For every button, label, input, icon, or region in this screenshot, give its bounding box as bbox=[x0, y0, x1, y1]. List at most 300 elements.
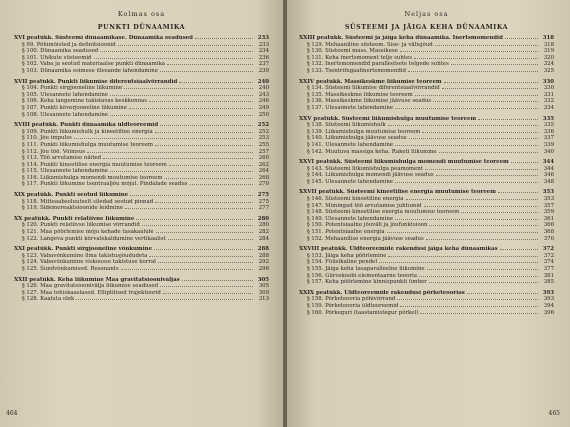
toc-leader-dots bbox=[163, 293, 253, 294]
left-part-title: Kolmas osa bbox=[117, 10, 166, 18]
toc-leader-dots bbox=[129, 108, 253, 109]
toc-entry-page: 344 bbox=[543, 165, 554, 172]
toc-entry-title: § 134. Süsteemi liikumise diferentsiaalvõrrandid bbox=[307, 85, 440, 92]
toc-leader-dots bbox=[379, 262, 538, 263]
toc-entry bbox=[14, 181, 269, 188]
toc-entry-title: § 115. Ülesannete lahendamine bbox=[22, 168, 109, 175]
toc-entry-page: 305 bbox=[257, 276, 269, 283]
toc-entry-title: § 148. Süsteemi kineetilise energia muutumise teoreem bbox=[307, 209, 460, 216]
toc-entry-title: § 142. Muutuva massiga keha. Raketi liikumine bbox=[307, 148, 437, 155]
toc-leader-dots bbox=[154, 249, 253, 250]
toc-entry bbox=[299, 196, 554, 203]
toc-entry-page: 353 bbox=[542, 189, 554, 196]
toc-entry-title: XXIV peatükk. Massikeskme liikumise teoreem bbox=[299, 78, 442, 85]
toc-leader-dots bbox=[436, 175, 538, 176]
toc-entry-page: 233 bbox=[257, 35, 269, 41]
toc-entry bbox=[14, 48, 269, 55]
toc-entry-page: 268 bbox=[258, 174, 269, 181]
toc-entry-title: § 146. Süsteemi kineetiline energia bbox=[307, 196, 404, 203]
toc-entry-title: XXVII peatükk. Süsteemi kineetilise energia muutumise teoreem bbox=[299, 189, 496, 196]
toc-chapter bbox=[299, 189, 554, 196]
toc-entry bbox=[14, 205, 269, 212]
toc-entry-page: 393 bbox=[542, 289, 554, 296]
toc-entry bbox=[299, 253, 554, 260]
toc-entry-page: 339 bbox=[543, 141, 554, 148]
toc-leader-dots bbox=[419, 276, 538, 277]
toc-entry bbox=[14, 175, 269, 182]
toc-entry-title: § 118. Mitteaabsoluutselt siledad seotud pinnad bbox=[22, 198, 154, 205]
toc-leader-dots bbox=[87, 152, 253, 153]
toc-leader-dots bbox=[155, 145, 253, 146]
left-page-number: 464 bbox=[6, 410, 18, 417]
toc-entry bbox=[14, 229, 269, 236]
toc-leader-dots bbox=[395, 108, 538, 109]
toc-leader-dots bbox=[425, 169, 538, 170]
toc-entry-title: XVII peatükk. Punkti liikumise diferentsiaalvõrrandid bbox=[14, 78, 178, 85]
toc-entry bbox=[299, 279, 554, 286]
toc-entry-page: 243 bbox=[258, 91, 269, 98]
toc-entry-page: 331 bbox=[543, 91, 554, 98]
toc-entry-page: 381 bbox=[543, 272, 554, 279]
toc-entry bbox=[299, 92, 554, 99]
toc-entry bbox=[299, 42, 554, 49]
toc-entry-page: 288 bbox=[258, 252, 269, 259]
toc-leader-dots bbox=[422, 132, 538, 133]
toc-entry bbox=[14, 168, 269, 175]
toc-chapter bbox=[299, 79, 554, 86]
toc-entry-title: § 127. Maa tehiskaaslased. Elliptilised trajektoorid bbox=[22, 289, 161, 296]
right-page-number: 465 bbox=[548, 410, 560, 417]
toc-leader-dots bbox=[168, 239, 253, 240]
toc-chapter bbox=[14, 216, 269, 223]
toc-entry-page: 275 bbox=[257, 192, 269, 199]
toc-entry-page: 239 bbox=[258, 67, 269, 74]
toc-entry bbox=[14, 142, 269, 149]
toc-entry bbox=[14, 68, 269, 75]
toc-leader-dots bbox=[169, 165, 253, 166]
toc-leader-dots bbox=[427, 269, 538, 270]
toc-entry bbox=[14, 155, 269, 162]
toc-entry-title: § 129. Mehaaniline süsteem. Sise- ja välisjõud bbox=[307, 41, 433, 48]
toc-entry-page: 257 bbox=[258, 148, 269, 155]
toc-entry-title: § 137. Ülesannete lahendamine bbox=[307, 104, 394, 111]
toc-leader-dots bbox=[110, 115, 253, 116]
toc-entry bbox=[14, 55, 269, 62]
toc-entry bbox=[299, 229, 554, 236]
toc-entry bbox=[14, 259, 269, 266]
toc-entry bbox=[14, 85, 269, 92]
toc-entry bbox=[14, 296, 269, 303]
toc-entry-title: § 139. Liikumishulga muutumise teoreem bbox=[307, 128, 421, 135]
toc-entry bbox=[299, 55, 554, 62]
toc-entry-page: 262 bbox=[258, 161, 269, 168]
toc-entry-title: § 104. Punkti sirgjooneline liikumine bbox=[22, 85, 123, 92]
toc-chapter bbox=[14, 35, 269, 42]
toc-leader-dots bbox=[429, 225, 538, 226]
toc-entry bbox=[299, 149, 554, 156]
toc-leader-dots bbox=[414, 58, 538, 59]
toc-entry-title: § 113. Töö arvutamise näited bbox=[22, 155, 102, 162]
toc-entry bbox=[14, 61, 269, 68]
toc-entry-page: 320 bbox=[543, 54, 554, 61]
toc-entry bbox=[14, 283, 269, 290]
toc-chapter bbox=[299, 35, 554, 42]
toc-chapter bbox=[14, 79, 269, 86]
toc-entry-title: XIX peatükk. Punkti seotud liikumine bbox=[14, 192, 129, 199]
toc-leader-dots bbox=[409, 138, 538, 139]
toc-entry-title: § 145. Ülesannete lahendamine bbox=[307, 178, 394, 185]
toc-leader-dots bbox=[461, 212, 538, 213]
toc-leader-dots bbox=[498, 192, 538, 193]
toc-entry bbox=[299, 203, 554, 210]
toc-entry-title: § 99. Põhimõisted ja definitsioonid bbox=[22, 41, 116, 48]
toc-entry-title: § 126. Maa gravitatsioonivälja liikumise seadused bbox=[22, 283, 159, 290]
toc-entry-title: § 109. Punkti liikumishulk ja kineetiline energia bbox=[22, 128, 153, 135]
toc-entry-page: 288 bbox=[257, 246, 269, 253]
toc-entry-page: 237 bbox=[258, 61, 269, 68]
toc-entry-page: 330 bbox=[542, 78, 554, 85]
toc-entry-title: § 147. Mõningad töö arvutamise juhtumid bbox=[307, 202, 422, 209]
toc-leader-dots bbox=[110, 171, 253, 172]
toc-leader-dots bbox=[136, 219, 253, 220]
toc-entry bbox=[14, 135, 269, 142]
toc-entry-page: 337 bbox=[543, 135, 554, 142]
toc-entry-title: § 135. Massikeskme liikumise teoreem bbox=[307, 91, 413, 98]
toc-entry-title: § 100. Dünaamika seadused bbox=[22, 48, 99, 55]
toc-entry-page: 255 bbox=[258, 141, 269, 148]
toc-leader-dots bbox=[435, 45, 538, 46]
toc-entry bbox=[14, 162, 269, 169]
toc-entry-page: 344 bbox=[542, 159, 554, 166]
toc-entry-page: 336 bbox=[543, 128, 554, 135]
toc-leader-dots bbox=[76, 299, 253, 300]
toc-leader-dots bbox=[100, 51, 253, 52]
toc-entry bbox=[299, 310, 554, 317]
toc-entry-page: 340 bbox=[543, 148, 554, 155]
toc-entry-page: 234 bbox=[258, 48, 269, 55]
toc-entry-page: 313 bbox=[258, 296, 269, 303]
toc-entry bbox=[14, 105, 269, 112]
toc-chapter bbox=[299, 159, 554, 166]
toc-entry-title: § 107. Punkti kõverjooneline liikumine bbox=[22, 104, 127, 111]
toc-entry bbox=[14, 253, 269, 260]
toc-chapter bbox=[14, 277, 269, 284]
toc-entry-page: 280 bbox=[258, 222, 269, 229]
toc-entry-title: § 136. Massikeskme liikumise jäävuse seadus bbox=[307, 98, 432, 105]
toc-leader-dots bbox=[505, 38, 538, 39]
right-section-title: SÜSTEEMI JA JÄIGA KEHA DÜNAAMIKA bbox=[344, 24, 509, 31]
toc-chapter bbox=[299, 290, 554, 297]
toc-entry-page: 282 bbox=[258, 229, 269, 236]
toc-leader-dots bbox=[94, 58, 253, 59]
toc-leader-dots bbox=[395, 145, 538, 146]
toc-leader-dots bbox=[74, 138, 253, 139]
toc-leader-dots bbox=[149, 256, 253, 257]
toc-leader-dots bbox=[179, 82, 253, 83]
toc-entry-title: XXIII peatükk. Süsteemi ja jäiga keha dünaamika. Inertsmomendid bbox=[299, 35, 503, 41]
toc-entry-page: 353 bbox=[543, 196, 554, 203]
right-toc bbox=[299, 35, 554, 316]
toc-leader-dots bbox=[500, 249, 538, 250]
toc-entry-title: § 124. Vabavõnkumine viskoosse takistuse korral bbox=[22, 259, 156, 266]
toc-entry-page: 284 bbox=[258, 235, 269, 242]
toc-entry-title: § 123. Vabavõnkumine ilma takistusjõududeta bbox=[22, 252, 148, 259]
toc-entry-title: § 155. Jäiga keha tasaparalleelne liikumine bbox=[307, 266, 425, 272]
toc-entry bbox=[299, 172, 554, 179]
left-page bbox=[0, 0, 283, 427]
toc-entry bbox=[299, 296, 554, 303]
toc-entry bbox=[299, 135, 554, 142]
toc-entry-page: 240 bbox=[257, 78, 269, 85]
toc-entry bbox=[14, 92, 269, 99]
toc-entry-page: 324 bbox=[543, 61, 554, 68]
toc-leader-dots bbox=[433, 101, 538, 102]
toc-leader-dots bbox=[467, 293, 538, 294]
toc-entry bbox=[299, 303, 554, 310]
toc-entry-page: 250 bbox=[258, 111, 269, 118]
toc-entry-page: 335 bbox=[542, 115, 554, 122]
toc-entry-title: XXVI peatükk. Süsteemi liikumishulga momendi muutumise teoreem bbox=[299, 159, 509, 166]
toc-entry-page: 277 bbox=[258, 205, 269, 212]
toc-entry bbox=[299, 236, 554, 243]
toc-leader-dots bbox=[103, 158, 253, 159]
toc-entry-title: § 133. Tsentrifugaalinertsmomendid bbox=[307, 67, 406, 74]
toc-leader-dots bbox=[142, 225, 253, 226]
toc-entry-title: XX peatükk. Punkti relatiivne liikumine bbox=[14, 215, 135, 222]
toc-entry-page: 240 bbox=[258, 85, 269, 92]
toc-entry-title: § 112. Jõu töö. Võimsus bbox=[22, 148, 86, 155]
left-section-title: PUNKTI DÜNAAMIKA bbox=[97, 24, 186, 31]
toc-leader-dots bbox=[388, 125, 538, 126]
toc-leader-dots bbox=[190, 184, 253, 185]
toc-entry-page: 296 bbox=[258, 266, 269, 272]
toc-entry-page: 233 bbox=[258, 41, 269, 48]
toc-chapter bbox=[14, 122, 269, 129]
toc-entry bbox=[299, 129, 554, 136]
toc-entry-page: 264 bbox=[258, 168, 269, 175]
toc-leader-dots bbox=[160, 71, 253, 72]
toc-leader-dots bbox=[160, 286, 253, 287]
toc-entry-title: § 119. Sidemereaktsioonide leidmine bbox=[22, 205, 124, 212]
toc-entry-page: 280 bbox=[257, 215, 269, 222]
toc-leader-dots bbox=[400, 51, 538, 52]
toc-chapter bbox=[299, 116, 554, 123]
toc-entry bbox=[299, 68, 554, 75]
toc-entry-page: 246 bbox=[258, 98, 269, 105]
toc-leader-dots bbox=[408, 71, 538, 72]
toc-leader-dots bbox=[182, 280, 253, 281]
toc-entry-page: 260 bbox=[258, 155, 269, 162]
left-toc bbox=[14, 35, 269, 303]
toc-leader-dots bbox=[155, 202, 253, 203]
toc-entry bbox=[14, 266, 269, 273]
toc-entry-page: 370 bbox=[543, 235, 554, 242]
toc-entry-page: 372 bbox=[542, 246, 554, 253]
toc-entry-title: § 103. Dünaamika esimese ülesande lahendamine bbox=[22, 67, 158, 74]
toc-entry-title: XXVIII peatükk. Üldteoreemide rakendusi jäiga keha dünaamikas bbox=[299, 246, 498, 253]
toc-entry-page: 330 bbox=[543, 85, 554, 92]
toc-entry-page: 332 bbox=[543, 98, 554, 105]
toc-entry-title: § 140. Liikumishulga jäävuse seadus bbox=[307, 135, 407, 142]
toc-entry-title: § 157. Keha pöörlemine kinnispunkti ümber bbox=[307, 279, 427, 286]
toc-entry-title: § 130. Süsteemi mass. Massikese bbox=[307, 48, 398, 55]
toc-entry-title: § 159. Põrketeooria üldteoreemid bbox=[307, 302, 399, 309]
toc-entry-title: § 156. Güroskoobi elementaarne teooria bbox=[307, 272, 417, 279]
toc-entry-page: 270 bbox=[258, 181, 269, 188]
toc-entry bbox=[14, 42, 269, 49]
toc-leader-dots bbox=[149, 101, 253, 102]
toc-entry-page: 393 bbox=[543, 296, 554, 303]
toc-entry-title: § 114. Punkti kineetilise energia muutumise teoreem bbox=[22, 161, 167, 168]
toc-entry-title: § 144. Liikumishulga momendi jäävuse seadus bbox=[307, 172, 434, 179]
toc-entry-page: 335 bbox=[543, 122, 554, 129]
toc-entry-page: 374 bbox=[543, 259, 554, 266]
toc-entry bbox=[14, 236, 269, 243]
toc-entry-page: 366 bbox=[543, 222, 554, 229]
toc-leader-dots bbox=[415, 95, 538, 96]
toc-leader-dots bbox=[406, 199, 538, 200]
toc-entry bbox=[14, 112, 269, 119]
toc-entry-title: § 101. Ühikute süsteemid bbox=[22, 54, 92, 61]
toc-entry-title: § 149. Ülesannete lahendamine bbox=[307, 215, 394, 222]
toc-leader-dots bbox=[442, 88, 538, 89]
toc-entry-title: § 108. Ülesannete lahendamine bbox=[22, 111, 109, 118]
toc-entry bbox=[14, 129, 269, 136]
toc-entry-page: 334 bbox=[543, 104, 554, 111]
toc-entry-title: § 116. Liikumishulga momendi muutumise teoreem bbox=[22, 174, 163, 181]
toc-leader-dots bbox=[400, 306, 538, 307]
toc-entry-page: 359 bbox=[543, 209, 554, 216]
toc-leader-dots bbox=[387, 232, 538, 233]
toc-entry-title: § 131. Keha inertsmoment telje suhtes bbox=[307, 54, 412, 61]
toc-leader-dots bbox=[121, 269, 253, 270]
toc-entry-title: § 150. Potentsiaalne jõuväli ja jõufunktsioon bbox=[307, 222, 428, 229]
toc-entry-title: § 160. Põrkeguri (taastamistegur põrkel) bbox=[307, 309, 419, 316]
toc-entry-title: § 120. Punkti relatiivse liikumise võrrandid bbox=[22, 222, 140, 229]
toc-entry bbox=[299, 166, 554, 173]
toc-entry-title: § 121. Maa pöörlemise mõju kehade tasakaalule bbox=[22, 229, 154, 236]
toc-entry bbox=[299, 61, 554, 68]
toc-entry-title: § 125. Sundvõnkumised. Resonants bbox=[22, 266, 119, 272]
toc-entry-title: XXII peatükk. Keha liikumine Maa gravitatsiooniväljas bbox=[14, 276, 180, 283]
toc-entry-title: § 128. Kaaluta olek bbox=[22, 296, 75, 303]
toc-entry-page: 309 bbox=[258, 289, 269, 296]
toc-entry-page: 253 bbox=[258, 135, 269, 142]
toc-entry bbox=[14, 98, 269, 105]
toc-leader-dots bbox=[155, 132, 253, 133]
toc-entry-title: XXIX peatükk. Üldteoreemide rakendusi põrketeoorias bbox=[299, 289, 465, 296]
toc-entry bbox=[299, 179, 554, 186]
toc-entry bbox=[299, 122, 554, 129]
toc-leader-dots bbox=[511, 162, 538, 163]
toc-entry-page: 368 bbox=[543, 229, 554, 236]
toc-entry-title: § 153. Jäiga keha pöörlemine bbox=[307, 252, 387, 259]
toc-chapter bbox=[14, 192, 269, 199]
toc-leader-dots bbox=[451, 64, 538, 65]
toc-leader-dots bbox=[160, 125, 253, 126]
toc-chapter bbox=[299, 246, 554, 253]
toc-entry-title: § 143. Süsteemi liikumishulga peamoment bbox=[307, 165, 423, 172]
toc-entry bbox=[299, 266, 554, 273]
toc-entry-page: 252 bbox=[258, 128, 269, 135]
toc-leader-dots bbox=[420, 313, 538, 314]
toc-entry-title: XVIII peatükk. Punkti dünaamika üldteoreemid bbox=[14, 122, 159, 129]
toc-entry-page: 318 bbox=[543, 41, 554, 48]
toc-leader-dots bbox=[395, 182, 538, 183]
toc-entry bbox=[299, 273, 554, 280]
toc-entry-title: § 154. Füüsikaline pendel bbox=[307, 259, 378, 266]
toc-entry-title: § 105. Ülesannete lahendamine bbox=[22, 91, 109, 98]
toc-entry-title: § 158. Põrketeooria põhivõrrand bbox=[307, 296, 396, 303]
toc-entry-page: 385 bbox=[543, 279, 554, 286]
toc-leader-dots bbox=[158, 262, 253, 263]
toc-chapter bbox=[14, 246, 269, 253]
toc-entry-title: § 102. Vaba ja seotud materiaalse punkti dünaamika bbox=[22, 61, 165, 68]
right-part-title: Neljas osa bbox=[404, 10, 449, 18]
toc-leader-dots bbox=[156, 232, 253, 233]
toc-leader-dots bbox=[426, 239, 538, 240]
toc-entry-title: § 122. Langeva punkti kõrvalekaldumine vertikaalist bbox=[22, 235, 166, 242]
toc-entry-title: § 111. Punkti liikumishulga muutumise teoreem bbox=[22, 141, 153, 148]
toc-entry-page: 348 bbox=[543, 178, 554, 185]
toc-entry bbox=[14, 222, 269, 229]
toc-leader-dots bbox=[130, 195, 253, 196]
toc-leader-dots bbox=[124, 88, 253, 89]
toc-entry-title: § 151. Potentsiaalne energia bbox=[307, 229, 385, 236]
toc-leader-dots bbox=[167, 64, 253, 65]
toc-entry-page: 396 bbox=[543, 309, 554, 316]
toc-entry-title: XVI peatükk. Süsteemi dünaamikase. Dünaamika seadused bbox=[14, 35, 193, 41]
toc-entry-page: 377 bbox=[543, 266, 554, 272]
toc-leader-dots bbox=[388, 256, 538, 257]
toc-entry-title: § 152. Mehaanilise energia jäävuse seadus bbox=[307, 235, 424, 242]
toc-entry bbox=[299, 209, 554, 216]
toc-entry bbox=[299, 222, 554, 229]
toc-entry-title: § 117. Punkti liikumine tsentraaljõu mõjul. Pindalade seadus bbox=[22, 181, 188, 188]
toc-entry-page: 319 bbox=[543, 48, 554, 55]
toc-leader-dots bbox=[439, 152, 538, 153]
toc-leader-dots bbox=[444, 82, 538, 83]
toc-leader-dots bbox=[429, 282, 538, 283]
toc-leader-dots bbox=[118, 45, 253, 46]
toc-leader-dots bbox=[164, 178, 253, 179]
toc-leader-dots bbox=[478, 119, 538, 120]
toc-entry-title: § 141. Ülesannete lahendamine bbox=[307, 141, 394, 148]
toc-entry-page: 325 bbox=[543, 67, 554, 74]
toc-entry-page: 275 bbox=[258, 198, 269, 205]
toc-entry-page: 305 bbox=[258, 283, 269, 290]
toc-leader-dots bbox=[110, 95, 253, 96]
toc-entry-page: 249 bbox=[258, 104, 269, 111]
toc-entry-title: § 110. Jõu impulss bbox=[22, 135, 72, 142]
toc-entry bbox=[299, 142, 554, 149]
toc-entry-page: 357 bbox=[543, 202, 554, 209]
toc-leader-dots bbox=[397, 299, 538, 300]
toc-entry bbox=[14, 199, 269, 206]
toc-entry bbox=[14, 149, 269, 156]
toc-entry-title: § 138. Süsteemi liikumishulk bbox=[307, 122, 386, 129]
toc-entry bbox=[299, 48, 554, 55]
toc-entry-page: 292 bbox=[258, 259, 269, 266]
toc-entry-title: § 106. Keha langemine takistavas keskkonnas bbox=[22, 98, 148, 105]
toc-entry-title: § 132. Inertsmomendid paralleelsete telgede suhtes bbox=[307, 61, 449, 68]
toc-entry-page: 318 bbox=[542, 35, 554, 41]
toc-entry-page: 394 bbox=[543, 302, 554, 309]
toc-entry bbox=[299, 216, 554, 223]
toc-entry-page: 252 bbox=[257, 122, 269, 129]
toc-leader-dots bbox=[424, 206, 539, 207]
toc-leader-dots bbox=[395, 219, 538, 220]
